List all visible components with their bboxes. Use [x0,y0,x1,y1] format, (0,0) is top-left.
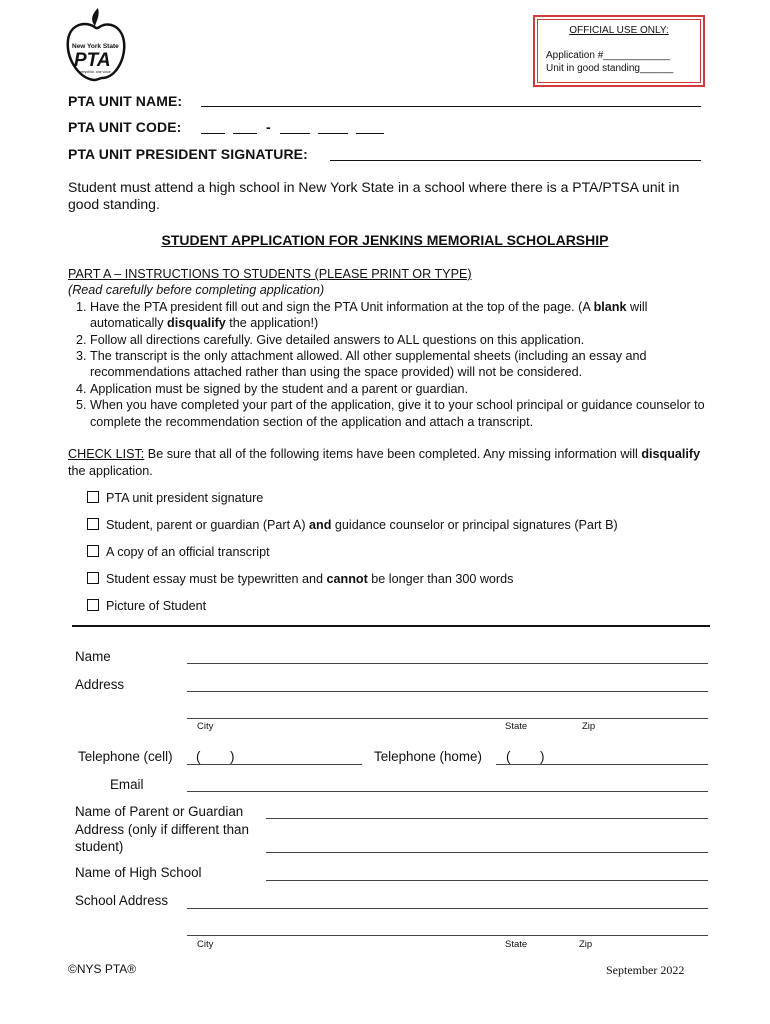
parent-address-field[interactable] [266,852,708,853]
telephone-cell-field[interactable] [187,764,362,765]
unit-code-box-2[interactable] [233,133,257,134]
logo-state-text: New York State [72,43,119,50]
telephone-home-label: Telephone (home) [374,749,482,764]
telephone-home-field[interactable] [496,764,708,765]
address-label: Address [75,677,125,692]
checklist-item-signatures[interactable]: Student, parent or guardian (Part A) and guidance counselor or principal signatures (Part B) [87,518,618,532]
eligibility-note: Student must attend a high school in New York State in a school where there is a PTA/PTSA unit in good standing. [68,179,680,212]
part-a-instructions [68,266,718,430]
state-caption: State [505,721,528,732]
logo-brand-text: PTA [74,50,111,71]
home-paren-close: ) [540,749,545,764]
pta-president-signature-label: PTA UNIT PRESIDENT SIGNATURE: [68,146,308,162]
email-label: Email [110,777,144,792]
school-address-label: School Address [75,893,169,908]
official-use-box [533,15,705,87]
unit-code-box-5[interactable] [356,133,384,134]
email-field[interactable] [187,791,708,792]
cell-paren-open: ( [196,749,201,764]
checkbox[interactable] [87,545,99,557]
instruction-item: 3. The transcript is the only attachment allowed. All other supplemental sheets (including an essay and recommendations attached rather than using the space provided) will not be considered. [90,348,718,381]
city-caption: City [197,721,214,732]
unit-code-box-3[interactable] [280,133,310,134]
high-school-label: Name of High School [75,865,202,880]
school-address-line-2-field[interactable] [187,935,708,936]
name-field[interactable] [187,663,708,664]
checkbox[interactable] [87,491,99,503]
section-divider [72,625,710,627]
telephone-cell-label: Telephone (cell) [78,749,173,764]
home-paren-open: ( [506,749,511,764]
checklist-item-picture[interactable]: Picture of Student [87,599,206,613]
part-a-subheading: (Read carefully before completing application) [68,283,325,298]
school-address-field[interactable] [187,908,708,909]
checklist-item-president-signature[interactable]: PTA unit president signature [87,491,263,505]
logo-tagline: everychild. one voice. [78,70,112,74]
school-city-caption: City [197,939,214,950]
unit-good-standing-field: Unit in good standing______ [546,63,674,74]
parent-name-label: Name of Parent or Guardian [75,804,244,819]
nys-pta-logo [62,6,130,86]
school-state-caption: State [505,939,528,950]
instruction-item: 4. Application must be signed by the student and a parent or guardian. [90,381,718,397]
pta-president-signature-field[interactable] [330,160,701,161]
pta-unit-name-field[interactable] [201,106,701,107]
unit-code-box-4[interactable] [318,133,348,134]
instruction-item: 1. Have the PTA president fill out and sign the PTA Unit information at the top of the page. (A blank will automatically disqualify the application!) [90,299,718,332]
school-zip-caption: Zip [579,939,593,950]
checklist-item-essay[interactable]: Student essay must be typewritten and cannot be longer than 300 words [87,572,513,586]
checklist-intro: CHECK LIST: Be sure that all of the following items have been completed. Any missing information will disqualify the application. [68,447,701,478]
address-field[interactable] [187,691,708,692]
copyright-footer: ©NYS PTA® [68,962,137,976]
application-title: STUDENT APPLICATION FOR JENKINS MEMORIAL SCHOLARSHIP [161,232,609,248]
unit-code-box-1[interactable] [201,133,225,134]
zip-caption: Zip [582,721,596,732]
instruction-item: 2. Follow all directions carefully. Give detailed answers to ALL questions on this application. [90,332,718,348]
pta-unit-name-label: PTA UNIT NAME: [68,93,183,109]
address-line-2-field[interactable] [187,718,708,719]
name-label: Name [75,649,111,664]
high-school-field[interactable] [266,880,708,881]
checklist-heading: CHECK LIST: [68,447,145,461]
checklist-item-transcript[interactable]: A copy of an official transcript [87,545,270,559]
parent-address-label: Address (only if different than [75,822,249,837]
parent-address-label-cont: student) [75,839,124,854]
instruction-list [68,299,718,430]
application-number-field: Application #____________ [546,50,670,61]
checkbox[interactable] [87,599,99,611]
checkbox[interactable] [87,518,99,530]
pta-unit-code-label: PTA UNIT CODE: [68,119,182,135]
parent-name-field[interactable] [266,818,708,819]
instruction-item: 5. When you have completed your part of the application, give it to your school principal or guidance counselor to complete the recommendation section of the application and attach a transcript. [90,397,718,430]
date-footer: September 2022 [606,963,685,977]
unit-code-dash: - [266,119,271,135]
official-use-title: OFFICIAL USE ONLY: [569,25,669,36]
checkbox[interactable] [87,572,99,584]
cell-paren-close: ) [230,749,235,764]
part-a-heading: PART A – INSTRUCTIONS TO STUDENTS (PLEASE PRINT OR TYPE) [68,267,472,281]
